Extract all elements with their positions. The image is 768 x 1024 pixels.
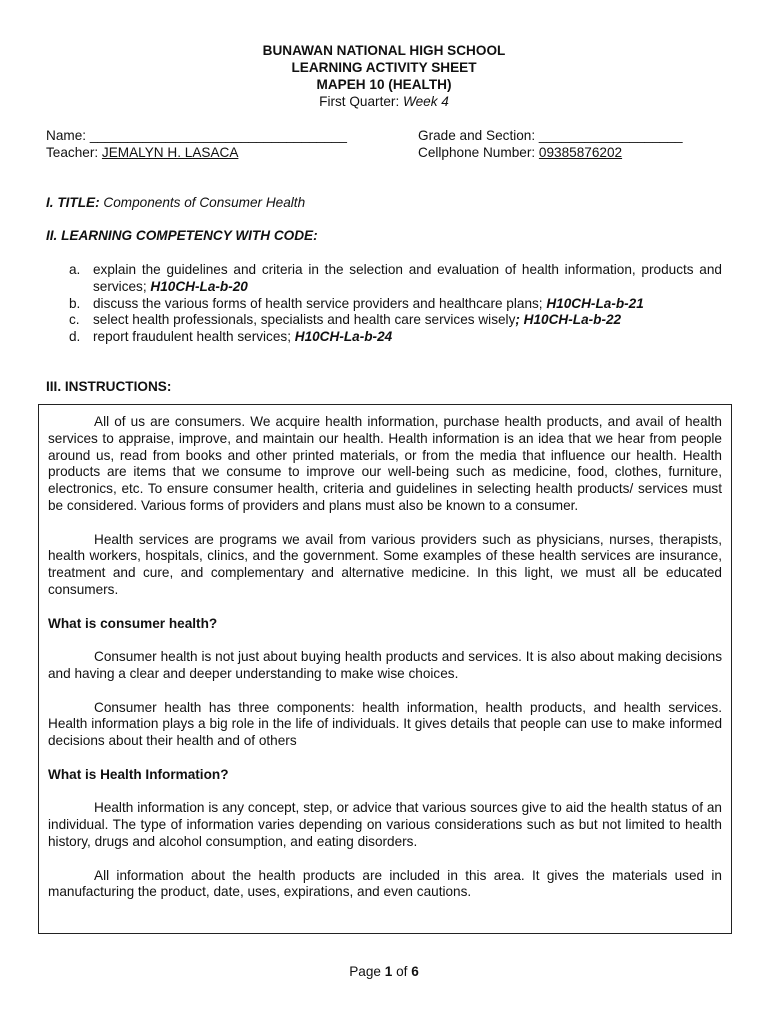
competency-heading: II. LEARNING COMPETENCY WITH CODE: [46, 228, 318, 243]
competency-code: ; H10CH-La-b-22 [515, 312, 622, 328]
list-item-text [93, 296, 722, 313]
student-info [46, 127, 726, 161]
quarter-label: First Quarter: [319, 94, 403, 109]
competency-text: discuss the various forms of health service providers and healthcare plans; [93, 295, 547, 311]
quarter-line [0, 93, 768, 110]
title-section-value: Components of Consumer Health [103, 195, 306, 210]
list-item-letter: b. [69, 295, 81, 311]
subheading-health-information: What is Health Information? [48, 766, 229, 782]
page-label: Page [349, 964, 385, 979]
document-header [0, 42, 768, 110]
list-item [46, 262, 722, 296]
title-section-label: I. TITLE: [46, 195, 104, 210]
paragraph: Consumer health has three components: health information, health products, and health services. Health information plays a big role in the life of individuals. It gives details that people can use to make informed decisions about their health and of others [48, 699, 722, 749]
list-item-letter: a. [69, 262, 81, 277]
paragraph: Health information is any concept, step, or advice that various sources give to aid the health status of an individual. The type of information varies depending on various considerations such as but not limited to health history, drugs and alcohol consumption, and eating disorders. [48, 800, 722, 849]
competency-text: select health professionals, specialists and health care services wisely [93, 312, 516, 328]
list-item [46, 329, 722, 346]
cellphone-label: Cellphone Number: [418, 145, 539, 160]
competency-text: explain the guidelines and criteria in the selection and evaluation of health information, products and services; [93, 262, 722, 294]
subject-title: MAPEH 10 (HEALTH) [316, 77, 452, 92]
name-blank: __________________________________ [89, 128, 347, 143]
info-row-name [46, 127, 726, 144]
teacher-name: JEMALYN H. LASACA [101, 145, 239, 160]
competency-code: H10CH-La-b-20 [150, 278, 248, 294]
paragraph: All information about the health products are included in this area. It gives the materials used in manufacturing the product, date, uses, expirations, and even cautions. [48, 867, 722, 900]
grade-section-blank: ___________________ [538, 128, 683, 143]
instructions-heading: III. INSTRUCTIONS: [46, 379, 172, 394]
paragraph: All of us are consumers. We acquire health information, purchase health products, and avail of health services to appraise, improve, and maintain our health. Health information is an idea that we hear from people around us, read from books and other printed materials, or from the media that influence our health. Health products are items that we consume to improve our well-being such as medicine, food, clothes, furniture, electronics, etc. To ensure consumer health, criteria and guidelines in selecting health products/ services must be considered. Various forms of providers and plans must also be known to a consumer. [48, 414, 722, 513]
list-item-letter: c. [69, 312, 80, 328]
competency-list [46, 262, 722, 346]
list-item-letter: d. [69, 329, 81, 345]
title-section [46, 195, 305, 210]
instructions-box [38, 404, 732, 934]
list-item [46, 296, 722, 313]
sheet-title: LEARNING ACTIVITY SHEET [291, 60, 477, 75]
page-footer [0, 964, 768, 979]
competency-text: report fraudulent health services; [93, 329, 295, 345]
page-total: 6 [411, 964, 419, 979]
list-item-text [93, 312, 722, 329]
page-current: 1 [384, 964, 393, 979]
of-label: of [392, 964, 412, 979]
school-name: BUNAWAN NATIONAL HIGH SCHOOL [262, 43, 506, 58]
list-item-text [93, 329, 722, 346]
list-item [46, 312, 722, 329]
teacher-label: Teacher: [46, 145, 102, 160]
week-label: Week 4 [403, 94, 449, 109]
paragraph: Consumer health is not just about buying health products and services. It is also about making decisions and having a clear and deeper understanding to make wise choices. [48, 649, 722, 681]
info-row-teacher [46, 144, 726, 161]
subheading-consumer-health: What is consumer health? [48, 615, 218, 631]
competency-code: H10CH-La-b-24 [294, 329, 393, 345]
cellphone-number: 09385876202 [538, 145, 623, 160]
grade-section-label: Grade and Section: [418, 128, 539, 143]
competency-code: H10CH-La-b-21 [546, 295, 644, 311]
name-label: Name: [46, 128, 90, 143]
list-item-text [93, 262, 722, 296]
paragraph: Health services are programs we avail from various providers such as physicians, nurses, therapists, health workers, hospitals, clinics, and the government. Some examples of these health services are insurance, treatment and cure, and complementary and alternative medicine. In this light, we must all be educated consumers. [48, 531, 722, 597]
